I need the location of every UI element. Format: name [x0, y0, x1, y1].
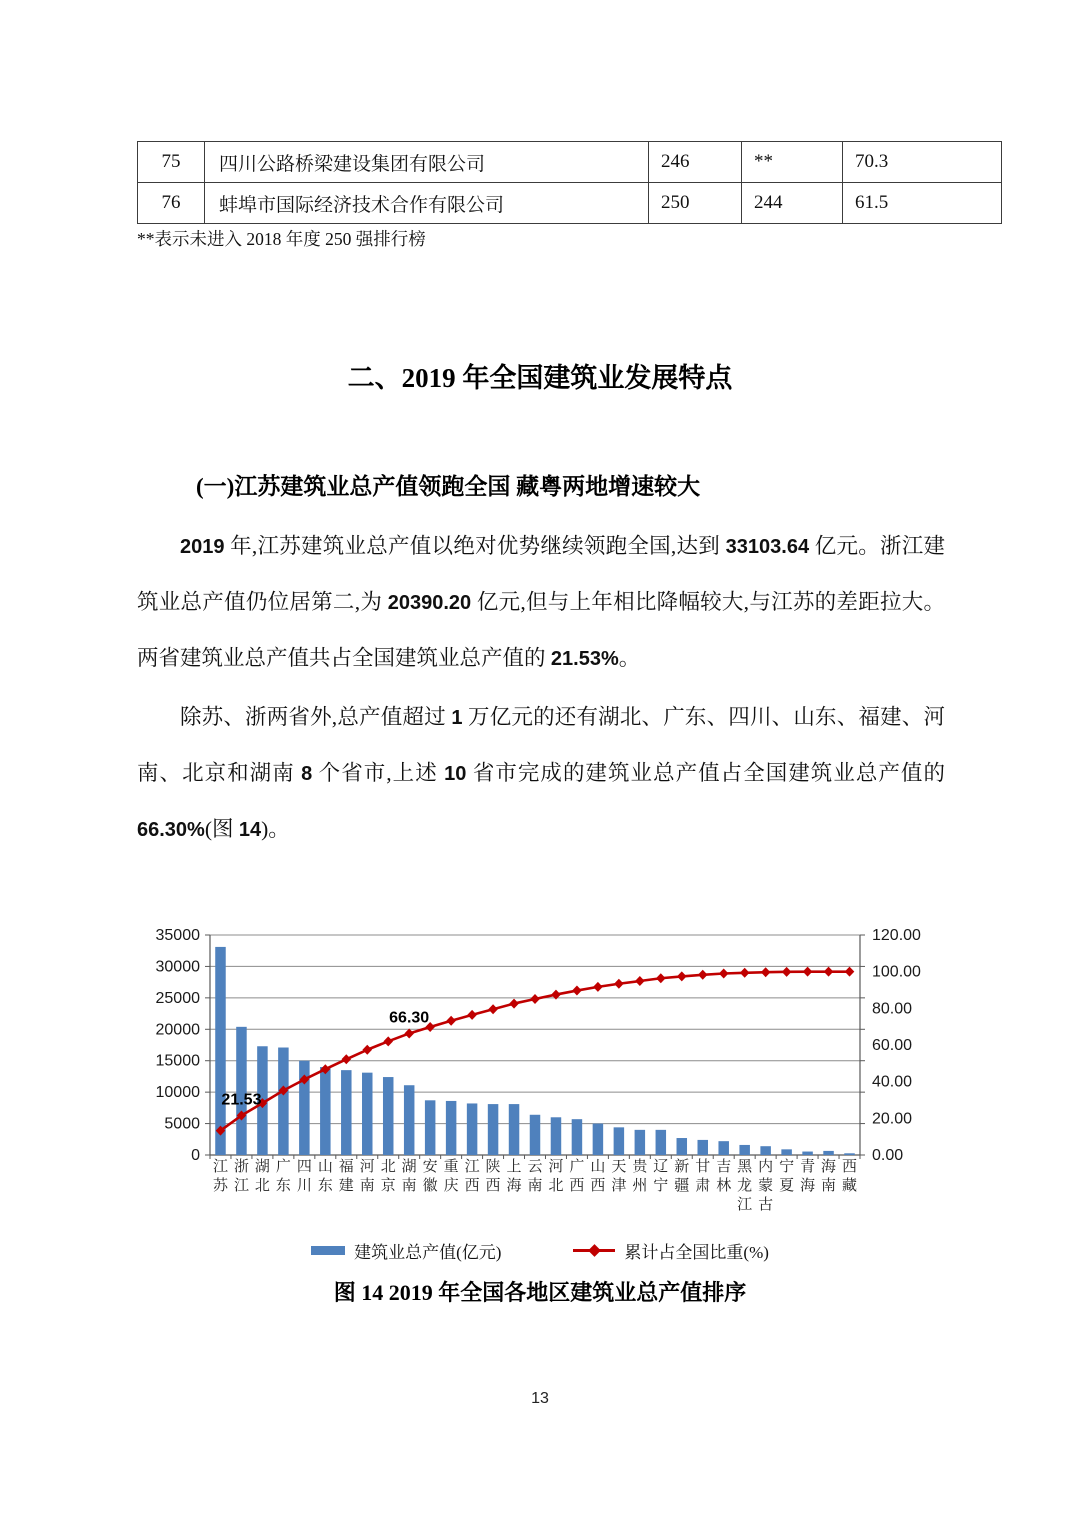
paragraph-1: 2019 年,江苏建筑业总产值以绝对优势继续领跑全国,达到 33103.64 亿元。浙江建筑业总产值仍位居第二,为 20390.20 亿元,但与上年相比降幅较大,与江苏的差距拉大。两省建筑业总产值共占全国建筑业总产值的 21.53%。	[137, 534, 945, 670]
category-label: 四川	[296, 1159, 312, 1194]
category-label: 福建	[338, 1159, 354, 1194]
right-axis-label: 20.00	[872, 1110, 913, 1128]
category-label: 辽宁	[653, 1159, 669, 1194]
category-label: 广西	[569, 1159, 585, 1194]
diamond-marker-icon	[589, 1244, 602, 1257]
bar-series-swatch-icon	[311, 1246, 345, 1255]
left-axis-label: 0	[191, 1147, 200, 1164]
category-label: 江西	[464, 1159, 480, 1194]
category-label: 北京	[380, 1159, 396, 1194]
table-cell: 61.5	[843, 183, 1002, 224]
line-point-marker	[383, 1036, 393, 1046]
category-label: 广东	[275, 1159, 291, 1194]
bar	[677, 1138, 688, 1155]
category-label: 天津	[611, 1159, 627, 1194]
line-point-marker	[572, 986, 582, 996]
line-point-marker	[593, 982, 603, 992]
line-point-marker	[362, 1045, 372, 1055]
table-cell: 246	[649, 142, 742, 183]
bar	[425, 1100, 436, 1155]
bar	[593, 1124, 604, 1155]
table-cell: 70.3	[843, 142, 1002, 183]
table-row	[138, 142, 1002, 183]
category-label: 云南	[527, 1159, 543, 1194]
paragraph-2: 除苏、浙两省外,总产值超过 1 万亿元的还有湖北、广东、四川、山东、福建、河南、北京和湖南 8 个省市,上述 10 省市完成的建筑业总产值占全国建筑业总产值的 66.30%(图 14)。	[137, 705, 945, 841]
line-point-marker	[656, 973, 666, 983]
bar	[383, 1077, 394, 1155]
section-heading: 二、2019 年全国建筑业发展特点	[347, 363, 733, 393]
line-point-marker	[530, 994, 540, 1004]
category-label: 湖南	[401, 1159, 417, 1194]
page-number: 13	[531, 1390, 549, 1407]
bar	[362, 1073, 373, 1155]
category-label: 内蒙古	[758, 1159, 774, 1213]
right-axis-label: 80.00	[872, 1000, 913, 1018]
line-point-marker	[719, 969, 729, 979]
table-footnote: **表示未进入 2018 年度 250 强排行榜	[137, 229, 426, 249]
table-cell: 250	[649, 183, 742, 224]
category-label: 重庆	[443, 1159, 459, 1194]
data-label: 66.30	[389, 1009, 430, 1027]
company-rank-table	[137, 141, 1002, 224]
bar	[823, 1151, 834, 1155]
line-point-marker	[404, 1028, 414, 1038]
line-point-marker	[446, 1016, 456, 1026]
legend-label-bar-series: 建筑业总产值(亿元)	[354, 1243, 502, 1262]
category-label: 河南	[359, 1159, 375, 1194]
bar	[844, 1153, 855, 1155]
bar	[760, 1146, 771, 1155]
category-label: 宁夏	[779, 1159, 795, 1194]
line-point-marker	[509, 999, 519, 1009]
left-axis-label: 25000	[155, 989, 200, 1007]
bar	[739, 1145, 750, 1155]
category-label: 山东	[317, 1159, 333, 1194]
category-label: 河北	[548, 1159, 564, 1194]
chart-legend	[0, 1238, 1080, 1263]
category-label: 上海	[506, 1159, 522, 1194]
table-cell: 75	[138, 142, 205, 183]
line-point-marker	[635, 976, 645, 986]
line-point-marker	[803, 967, 813, 977]
bar	[278, 1048, 289, 1155]
right-axis-label: 100.00	[872, 963, 921, 981]
category-label: 新疆	[674, 1159, 690, 1194]
subsection-heading: (一)江苏建筑业总产值领跑全国 藏粤两地增速较大	[196, 474, 701, 499]
bar	[697, 1140, 708, 1155]
line-point-marker	[467, 1010, 477, 1020]
bar	[614, 1127, 625, 1155]
pareto-chart	[138, 923, 960, 1241]
category-label: 安徽	[422, 1159, 438, 1194]
left-axis-label: 5000	[164, 1115, 200, 1133]
bar	[467, 1103, 478, 1155]
category-label: 陕西	[485, 1159, 501, 1194]
left-axis-label: 20000	[155, 1021, 200, 1039]
table-cell: **	[742, 142, 843, 183]
category-label: 青海	[800, 1159, 816, 1194]
right-axis-label: 40.00	[872, 1073, 913, 1091]
line-point-marker	[614, 979, 624, 989]
category-label: 湖北	[254, 1159, 270, 1194]
bar	[509, 1104, 519, 1155]
bar	[572, 1119, 583, 1155]
line-point-marker	[782, 967, 792, 977]
bar	[488, 1104, 499, 1155]
bar	[446, 1101, 457, 1155]
category-label: 黑龙江	[737, 1159, 753, 1213]
table-cell: 244	[742, 183, 843, 224]
category-label: 江苏	[212, 1159, 228, 1194]
line-point-marker	[824, 967, 834, 977]
bar	[551, 1117, 562, 1155]
table-cell: 四川公路桥梁建设集团有限公司	[205, 142, 649, 183]
category-label: 海南	[821, 1159, 837, 1194]
line-point-marker	[845, 967, 855, 977]
line-point-marker	[341, 1054, 351, 1064]
right-axis-label: 120.00	[872, 927, 921, 944]
bar	[656, 1130, 667, 1155]
category-label: 山西	[590, 1159, 606, 1194]
table-cell: 76	[138, 183, 205, 224]
body-paragraphs	[137, 519, 945, 858]
figure-caption: 图 14 2019 年全国各地区建筑业总产值排序	[333, 1280, 747, 1305]
line-point-marker	[677, 971, 687, 981]
left-axis-label: 30000	[155, 958, 200, 976]
line-point-marker	[488, 1004, 498, 1014]
category-label: 浙江	[233, 1159, 249, 1194]
right-axis-label: 60.00	[872, 1037, 913, 1054]
table-row	[138, 183, 1002, 224]
right-axis-label: 0.00	[872, 1147, 904, 1164]
legend-item-line-series	[573, 1238, 768, 1263]
bar	[215, 947, 226, 1155]
left-axis-label: 15000	[155, 1052, 200, 1070]
legend-label-line-series: 累计占全国比重(%)	[624, 1243, 769, 1262]
table-cell: 蚌埠市国际经济技术合作有限公司	[205, 183, 649, 224]
category-label: 吉林	[716, 1159, 732, 1194]
line-point-marker	[740, 968, 750, 978]
left-axis-label: 35000	[155, 927, 200, 944]
bar	[320, 1067, 331, 1155]
bar	[404, 1085, 415, 1155]
bar	[781, 1149, 792, 1155]
line-series-swatch-icon	[573, 1249, 615, 1252]
data-label: 21.53	[221, 1091, 262, 1109]
legend-item-bar-series	[311, 1238, 501, 1263]
bar	[635, 1130, 646, 1155]
bar	[341, 1070, 352, 1155]
company-rank-table-body	[138, 142, 1002, 224]
line-point-marker	[761, 967, 771, 977]
category-label: 甘肃	[695, 1159, 711, 1194]
left-axis-label: 10000	[155, 1084, 200, 1102]
bar	[718, 1141, 729, 1155]
bar	[530, 1115, 541, 1155]
category-label: 西藏	[842, 1159, 858, 1194]
bar	[802, 1152, 813, 1155]
line-point-marker	[698, 970, 708, 980]
category-label: 贵州	[632, 1159, 648, 1194]
